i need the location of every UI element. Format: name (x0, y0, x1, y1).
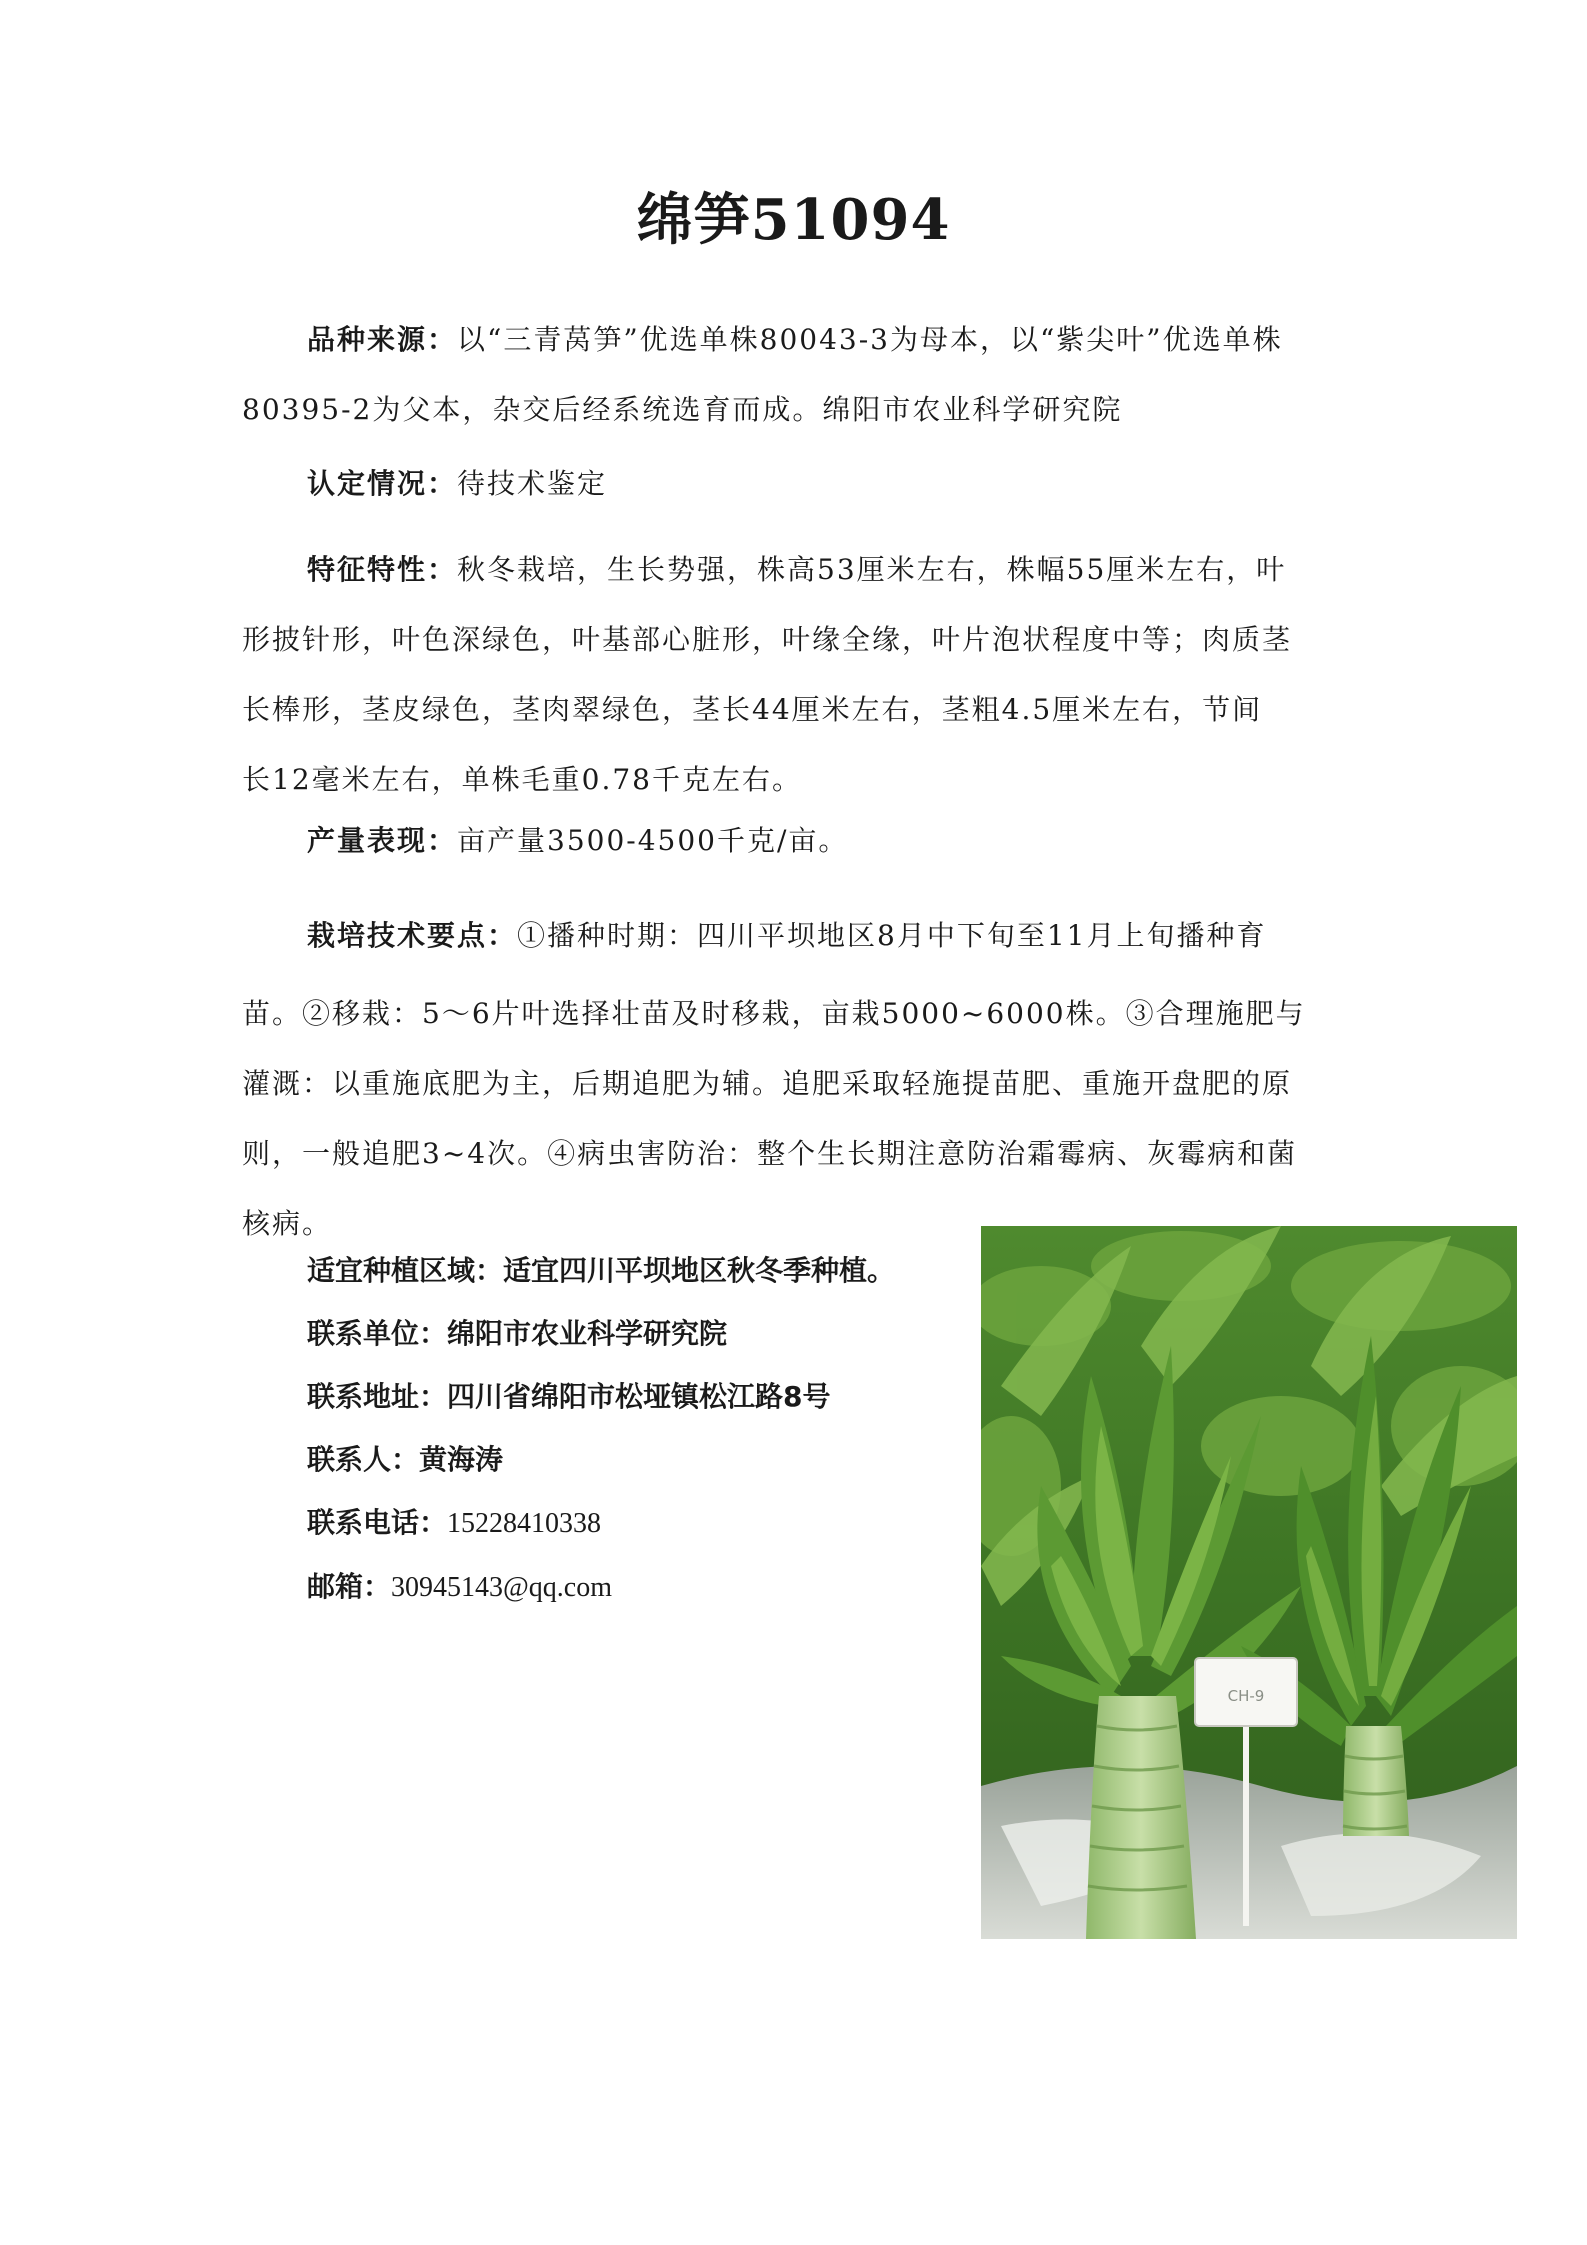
section-variety-source (242, 305, 1354, 445)
contact-value: 四川省绵阳市松垭镇松江路8号 (447, 1380, 831, 1413)
contact-email-link[interactable]: 30945143@qq.com (391, 1572, 613, 1603)
contact-label: 邮箱： (307, 1570, 392, 1603)
lettuce-photo (981, 1226, 1517, 1939)
section-line: 认定情况：待技术鉴定 (307, 467, 608, 500)
page-title: 绵笋51094 (636, 187, 951, 253)
section-label: 栽培技术要点： (307, 919, 518, 952)
section-yield (242, 806, 1354, 876)
section-traits (242, 535, 1354, 815)
contact-label: 联系地址： (307, 1380, 448, 1413)
section-line: 产量表现：亩产量3500-4500千克/亩。 (307, 824, 849, 857)
contact-region (307, 1239, 957, 1302)
section-line: 形披针形，叶色深绿色，叶基部心脏形，叶缘全缘，叶片泡状程度中等；肉质茎 (242, 623, 1293, 656)
contact-label: 适宜种植区域： (307, 1254, 504, 1287)
contact-value: 绵阳市农业科学研究院 (447, 1317, 728, 1350)
section-line: 栽培技术要点：①播种时期：四川平坝地区8月中下旬至11月上旬播种育 (307, 919, 1267, 952)
contact-block (307, 1239, 957, 1619)
section-line: 核病。 (242, 1207, 333, 1240)
section-line: 长棒形，茎皮绿色，茎肉翠绿色，茎长44厘米左右，茎粗4.5厘米左右，节间 (242, 693, 1263, 726)
contact-value: 适宜四川平坝地区秋冬季种植。 (503, 1254, 896, 1287)
section-cultivation (242, 893, 1354, 1259)
contact-email (307, 1555, 957, 1619)
section-label: 认定情况： (307, 467, 458, 500)
section-line: 苗。②移栽：5～6片叶选择壮苗及时移栽，亩栽5000~6000株。③合理施肥与 (242, 997, 1306, 1030)
lettuce-photo-illustration (981, 1226, 1517, 1939)
section-line: 特征特性：秋冬栽培，生长势强，株高53厘米左右，株幅55厘米左右，叶 (307, 553, 1287, 586)
section-certification (242, 449, 1354, 519)
section-line: 品种来源：以“三青莴笋”优选单株80043-3为母本，以“紫尖叶”优选单株 (307, 323, 1283, 356)
contact-label: 联系电话： (307, 1506, 448, 1539)
contact-unit (307, 1302, 957, 1365)
section-line: 80395-2为父本，杂交后经系统选育而成。绵阳市农业科学研究院 (242, 393, 1123, 426)
contact-label: 联系人： (307, 1443, 420, 1476)
section-label: 品种来源： (307, 323, 458, 356)
contact-person (307, 1428, 957, 1491)
plant-tag-text: CH-9 (1227, 1687, 1265, 1705)
contact-label: 联系单位： (307, 1317, 448, 1350)
section-line: 灌溉：以重施底肥为主，后期追肥为辅。追肥采取轻施提苗肥、重施开盘肥的原 (242, 1067, 1293, 1100)
contact-value: 黄海涛 (419, 1443, 504, 1476)
contact-address (307, 1365, 957, 1428)
section-label: 特征特性： (307, 553, 458, 586)
section-line: 长12毫米左右，单株毛重0.78千克左右。 (242, 763, 802, 796)
contact-phone (307, 1491, 957, 1555)
section-line: 则，一般追肥3~4次。④病虫害防治：整个生长期注意防治霜霉病、灰霉病和菌 (242, 1137, 1298, 1170)
contact-value: 15228410338 (447, 1508, 602, 1539)
section-label: 产量表现： (307, 824, 458, 857)
